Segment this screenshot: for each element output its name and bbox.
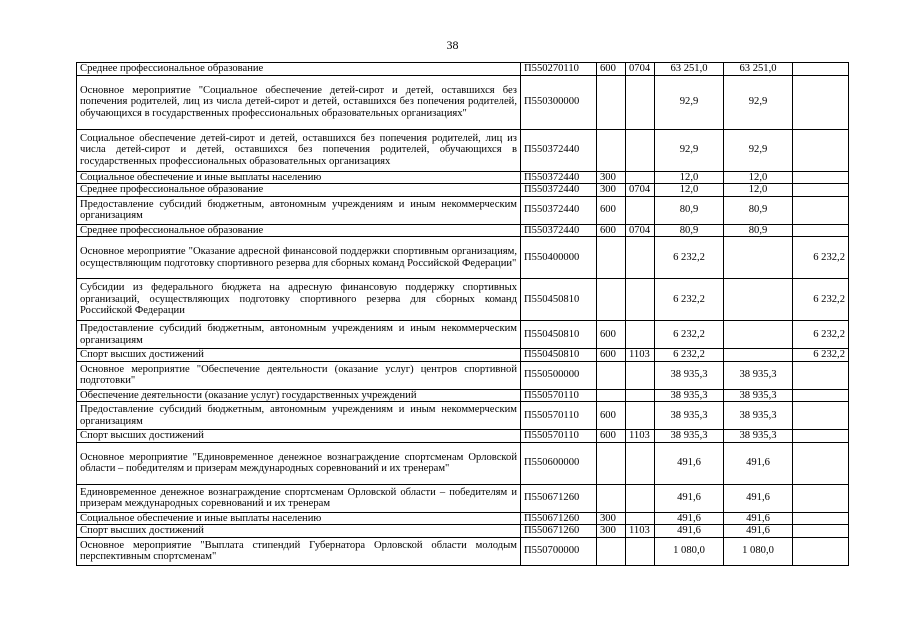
row-code: П550600000 <box>521 442 597 484</box>
row-name: Основное мероприятие "Выплата стипендий Губернатора Орловской области молодым перспективным спортсменам" <box>77 537 521 565</box>
row-expense-type <box>597 361 626 389</box>
table-row <box>77 402 849 430</box>
row-name: Основное мероприятие "Обеспечение деятельности (оказание услуг) центров спортивной подготовки" <box>77 361 521 389</box>
row-code: П550450810 <box>521 321 597 349</box>
row-code: П550372440 <box>521 129 597 171</box>
row-amount-federal: 6 232,2 <box>793 279 849 321</box>
table-row <box>77 442 849 484</box>
row-amount-federal <box>793 63 849 76</box>
row-amount-total: 12,0 <box>655 171 724 184</box>
row-amount-total: 6 232,2 <box>655 321 724 349</box>
row-code: П550300000 <box>521 75 597 129</box>
row-expense-type: 600 <box>597 430 626 443</box>
row-expense-type <box>597 279 626 321</box>
row-amount-federal <box>793 442 849 484</box>
row-code: П550450810 <box>521 279 597 321</box>
row-amount-federal <box>793 75 849 129</box>
row-amount-regional: 491,6 <box>724 442 793 484</box>
table-row <box>77 224 849 237</box>
row-section <box>626 361 655 389</box>
row-amount-total: 38 935,3 <box>655 402 724 430</box>
row-amount-total: 6 232,2 <box>655 279 724 321</box>
row-amount-federal: 6 232,2 <box>793 321 849 349</box>
row-amount-regional: 92,9 <box>724 75 793 129</box>
row-amount-regional: 491,6 <box>724 512 793 525</box>
row-code: П550671260 <box>521 525 597 538</box>
row-amount-regional: 491,6 <box>724 484 793 512</box>
row-amount-total: 80,9 <box>655 224 724 237</box>
table-row <box>77 237 849 279</box>
row-amount-total: 12,0 <box>655 184 724 197</box>
table-row <box>77 361 849 389</box>
row-amount-total: 6 232,2 <box>655 237 724 279</box>
row-amount-federal: 6 232,2 <box>793 349 849 362</box>
table-row <box>77 389 849 402</box>
row-amount-total: 92,9 <box>655 75 724 129</box>
row-name: Спорт высших достижений <box>77 349 521 362</box>
row-amount-regional: 38 935,3 <box>724 402 793 430</box>
row-code: П550500000 <box>521 361 597 389</box>
table-row <box>77 171 849 184</box>
row-name: Среднее профессиональное образование <box>77 184 521 197</box>
row-name: Субсидии из федерального бюджета на адресную финансовую поддержку спортивных организаций, осуществляющих подготовку спортивного резерва для сборных команд Российской Федерации <box>77 279 521 321</box>
row-amount-regional: 63 251,0 <box>724 63 793 76</box>
row-code: П550372440 <box>521 196 597 224</box>
row-code: П550570110 <box>521 402 597 430</box>
row-amount-total: 38 935,3 <box>655 430 724 443</box>
row-amount-federal <box>793 402 849 430</box>
row-code: П550700000 <box>521 537 597 565</box>
row-amount-regional <box>724 349 793 362</box>
row-name: Социальное обеспечение и иные выплаты населению <box>77 512 521 525</box>
row-section <box>626 389 655 402</box>
row-amount-regional <box>724 321 793 349</box>
table-row <box>77 525 849 538</box>
row-amount-total: 1 080,0 <box>655 537 724 565</box>
row-amount-total: 63 251,0 <box>655 63 724 76</box>
row-name: Спорт высших достижений <box>77 430 521 443</box>
row-code: П550450810 <box>521 349 597 362</box>
row-amount-federal <box>793 430 849 443</box>
row-amount-federal <box>793 184 849 197</box>
row-name: Спорт высших достижений <box>77 525 521 538</box>
row-name: Основное мероприятие "Единовременное денежное вознаграждение спортсменам Орловской области – победителям и призерам международных соревнований и их тренерам" <box>77 442 521 484</box>
row-expense-type <box>597 129 626 171</box>
row-amount-federal <box>793 389 849 402</box>
row-amount-regional <box>724 237 793 279</box>
row-amount-total: 38 935,3 <box>655 389 724 402</box>
row-amount-total: 491,6 <box>655 442 724 484</box>
row-expense-type <box>597 442 626 484</box>
row-name: Среднее профессиональное образование <box>77 63 521 76</box>
row-section <box>626 129 655 171</box>
row-amount-regional: 80,9 <box>724 196 793 224</box>
row-expense-type: 600 <box>597 402 626 430</box>
table-row <box>77 184 849 197</box>
table-row <box>77 196 849 224</box>
table-row <box>77 430 849 443</box>
row-name: Предоставление субсидий бюджетным, автономным учреждениям и иным некоммерческим организациям <box>77 402 521 430</box>
row-section <box>626 171 655 184</box>
row-amount-regional: 38 935,3 <box>724 389 793 402</box>
row-section: 1103 <box>626 430 655 443</box>
row-amount-regional <box>724 279 793 321</box>
row-amount-total: 6 232,2 <box>655 349 724 362</box>
row-code: П550372440 <box>521 171 597 184</box>
row-section <box>626 321 655 349</box>
budget-table <box>76 62 849 566</box>
row-expense-type: 600 <box>597 321 626 349</box>
row-section: 1103 <box>626 349 655 362</box>
row-code: П550570110 <box>521 430 597 443</box>
row-section <box>626 279 655 321</box>
row-amount-federal <box>793 537 849 565</box>
row-name: Обеспечение деятельности (оказание услуг) государственных учреждений <box>77 389 521 402</box>
row-name: Предоставление субсидий бюджетным, автономным учреждениям и иным некоммерческим организациям <box>77 321 521 349</box>
row-expense-type: 600 <box>597 196 626 224</box>
row-code: П550400000 <box>521 237 597 279</box>
row-expense-type <box>597 537 626 565</box>
row-section <box>626 537 655 565</box>
row-code: П550372440 <box>521 224 597 237</box>
row-amount-federal <box>793 196 849 224</box>
row-name: Основное мероприятие "Социальное обеспечение детей-сирот и детей, оставшихся без попечения родителей, лиц из числа детей-сирот и детей, оставшихся без попечения родителей, обучающихся в государственных профессиональных образовательных организациях" <box>77 75 521 129</box>
row-amount-federal <box>793 171 849 184</box>
row-code: П550671260 <box>521 512 597 525</box>
row-amount-federal: 6 232,2 <box>793 237 849 279</box>
row-amount-federal <box>793 224 849 237</box>
row-section: 1103 <box>626 525 655 538</box>
row-name: Социальное обеспечение и иные выплаты населению <box>77 171 521 184</box>
row-code: П550270110 <box>521 63 597 76</box>
row-expense-type: 300 <box>597 525 626 538</box>
table-row <box>77 484 849 512</box>
page-number: 38 <box>446 38 459 52</box>
row-amount-federal <box>793 525 849 538</box>
row-amount-regional: 1 080,0 <box>724 537 793 565</box>
row-amount-federal <box>793 361 849 389</box>
table-row <box>77 349 849 362</box>
row-expense-type: 600 <box>597 224 626 237</box>
row-amount-regional: 92,9 <box>724 129 793 171</box>
row-amount-regional: 80,9 <box>724 224 793 237</box>
row-section <box>626 512 655 525</box>
row-section: 0704 <box>626 63 655 76</box>
row-name: Единовременное денежное вознаграждение спортсменам Орловской области – победителям и призерам международных соревнований и их тренерам <box>77 484 521 512</box>
row-amount-regional: 38 935,3 <box>724 361 793 389</box>
row-amount-total: 80,9 <box>655 196 724 224</box>
row-amount-total: 491,6 <box>655 512 724 525</box>
row-expense-type <box>597 237 626 279</box>
row-expense-type <box>597 75 626 129</box>
row-amount-regional: 12,0 <box>724 184 793 197</box>
row-section <box>626 402 655 430</box>
table-row <box>77 279 849 321</box>
table-row <box>77 321 849 349</box>
row-section: 0704 <box>626 224 655 237</box>
table-row <box>77 75 849 129</box>
row-section <box>626 442 655 484</box>
table-row <box>77 537 849 565</box>
row-code: П550671260 <box>521 484 597 512</box>
row-expense-type <box>597 389 626 402</box>
row-expense-type: 600 <box>597 63 626 76</box>
row-amount-federal <box>793 512 849 525</box>
row-amount-federal <box>793 484 849 512</box>
row-amount-regional: 491,6 <box>724 525 793 538</box>
row-name: Социальное обеспечение детей-сирот и детей, оставшихся без попечения родителей, лиц из числа детей-сирот и детей, оставшихся без попечения родителей, обучающихся в государственных профессиональных образовательных организациях <box>77 129 521 171</box>
row-code: П550372440 <box>521 184 597 197</box>
row-amount-regional: 12,0 <box>724 171 793 184</box>
table-row <box>77 63 849 76</box>
row-amount-total: 92,9 <box>655 129 724 171</box>
row-name: Среднее профессиональное образование <box>77 224 521 237</box>
row-amount-federal <box>793 129 849 171</box>
row-name: Предоставление субсидий бюджетным, автономным учреждениям и иным некоммерческим организациям <box>77 196 521 224</box>
row-section <box>626 237 655 279</box>
row-amount-total: 491,6 <box>655 484 724 512</box>
row-expense-type <box>597 484 626 512</box>
row-amount-regional: 38 935,3 <box>724 430 793 443</box>
row-section <box>626 196 655 224</box>
row-name: Основное мероприятие "Оказание адресной финансовой поддержки спортивным организациям, осуществляющим подготовку спортивного резерва для сборных команд Российской Федерации" <box>77 237 521 279</box>
table-row <box>77 512 849 525</box>
row-amount-total: 38 935,3 <box>655 361 724 389</box>
row-expense-type: 300 <box>597 184 626 197</box>
row-amount-total: 491,6 <box>655 525 724 538</box>
row-section <box>626 484 655 512</box>
row-code: П550570110 <box>521 389 597 402</box>
row-expense-type: 600 <box>597 349 626 362</box>
row-expense-type: 300 <box>597 171 626 184</box>
table-row <box>77 129 849 171</box>
row-expense-type: 300 <box>597 512 626 525</box>
row-section <box>626 75 655 129</box>
row-section: 0704 <box>626 184 655 197</box>
